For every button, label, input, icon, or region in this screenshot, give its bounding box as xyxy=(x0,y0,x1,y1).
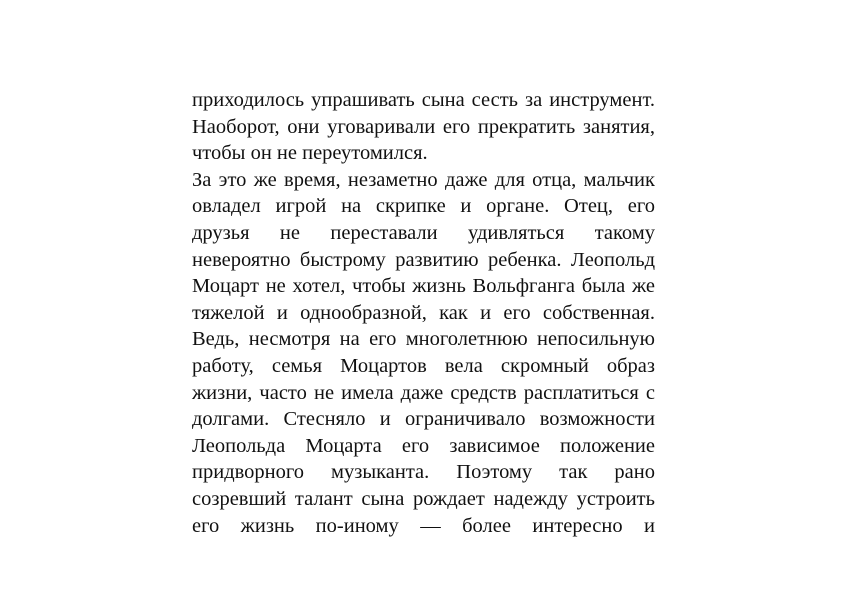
text-line: Моцарт не хотел, чтобы жизнь Вольфганга была же xyxy=(192,275,655,298)
body-text xyxy=(192,87,655,539)
text-line: За это же время, незаметно даже для отца, мальчик xyxy=(192,168,655,191)
text-line: придворного музыканта. Поэтому так рано xyxy=(192,461,655,484)
text-line: друзья не переставали удивляться такому xyxy=(192,221,655,244)
text-line: долгами. Стесняло и ограничивало возможности xyxy=(192,408,655,431)
text-line: жизни, часто не имела даже средств расплатиться с xyxy=(192,381,655,404)
text-line: работу, семья Моцартов вела скромный образ xyxy=(192,354,655,377)
text-line: овладел игрой на скрипке и органе. Отец, его xyxy=(192,195,655,218)
text-line: Наоборот, они уговаривали его прекратить занятия, xyxy=(192,115,655,138)
text-line: его жизнь по-иному — более интересно и xyxy=(192,514,655,537)
text-line: приходилось упрашивать сына сесть за инструмент. xyxy=(192,89,655,111)
text-line: Леопольда Моцарта его зависимое положение xyxy=(192,434,655,457)
text-line: созревший талант сына рождает надежду устроить xyxy=(192,487,655,510)
text-line: Ведь, несмотря на его многолетнюю непосильную xyxy=(192,328,655,351)
text-line: невероятно быстрому развитию ребенка. Леопольд xyxy=(192,248,655,271)
text-line: тяжелой и однообразной, как и его собственная. xyxy=(192,301,655,324)
text-line: чтобы он не переутомился. xyxy=(192,142,428,165)
